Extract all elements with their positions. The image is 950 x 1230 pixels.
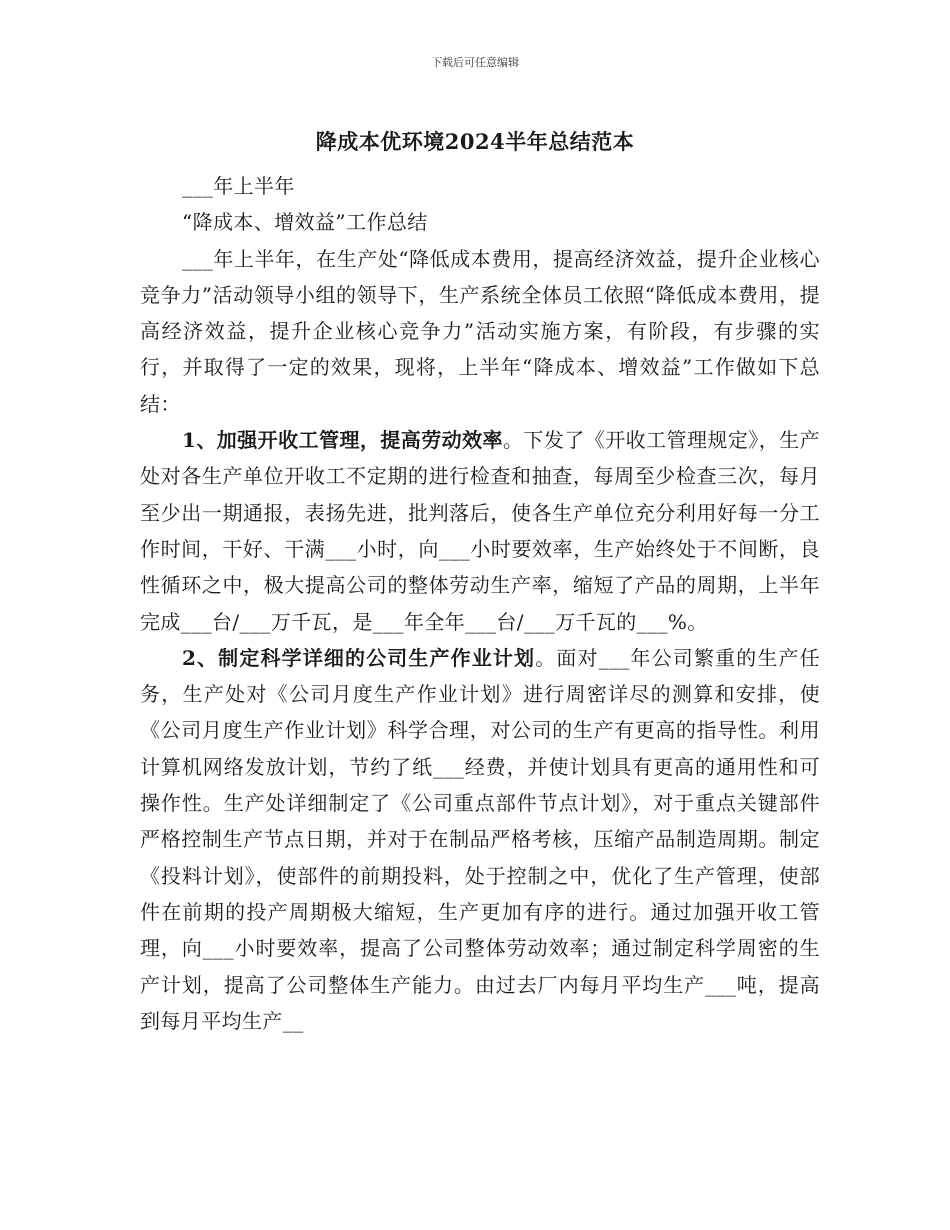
document-title: 降成本优环境2024半年总结范本 — [315, 129, 635, 154]
document-body — [140, 168, 820, 1039]
section-2-heading: 2、制定科学详细的公司生产作业计划 — [182, 645, 536, 670]
paragraph-subtitle: “降成本、增效益”工作总结 — [182, 210, 428, 235]
section-2-text: 。面对___年公司繁重的生产任务，生产处对《公司月度生产作业计划》进行周密详尽的测算和安排，使《公司月度生产作业计划》科学合理，对公司的生产有更高的指导性。利用计算机网络发放计划，节约了纸___经费，并使计划具有更高的通用性和可操作性。生产处详细制定了《公司重点部件节点计划》，对于重点关键部件严格控制生产节点日期，并对于在制品严格考核，压缩产品制造周期。制定《投料计划》，使部件的前期投料，处于控制之中，优化了生产管理，使部件在前期的投产周期极大缩短，生产更加有序的进行。通过加强开收工管理，向___小时要效率，提高了公司整体劳动效率；通过制定科学周密的生产计划，提高了公司整体生产能力。由过去厂内每月平均生产___吨，提高到每月平均生产__ — [140, 645, 821, 1033]
paragraph-section-1 — [140, 422, 820, 640]
section-1-text: 。下发了《开收工管理规定》，生产处对各生产单位开收工不定期的进行检查和抽查，每周至少检查三次，每月至少出一期通报，表扬先进，批判落后，使各生产单位充分利用好每一分工作时间，干好、干满___小时，向___小时要效率，生产始终处于不间断，良性循环之中，极大提高公司的整体劳动生产率，缩短了产品的周期，上半年完成___台/___万千瓦，是___年全年___台/___万千瓦的___%。 — [140, 428, 820, 634]
paragraph-section-2 — [140, 640, 820, 1039]
paragraph-year-label: ___年上半年 — [182, 174, 295, 198]
paragraph-intro: ___年上半年，在生产处“降低成本费用，提高经济效益，提升企业核心竞争力”活动领导小组的领导下，生产系统全体员工依照“降低成本费用，提高经济效益，提升企业核心竞争力”活动实施方案，有阶段，有步骤的实行，并取得了一定的效果，现将，上半年“降成本、增效益”工作做如下总结： — [140, 246, 820, 416]
header-note: 下载后可任意编辑 — [431, 56, 519, 69]
section-1-heading: 1、加强开收工管理，提高劳动效率 — [182, 428, 503, 453]
